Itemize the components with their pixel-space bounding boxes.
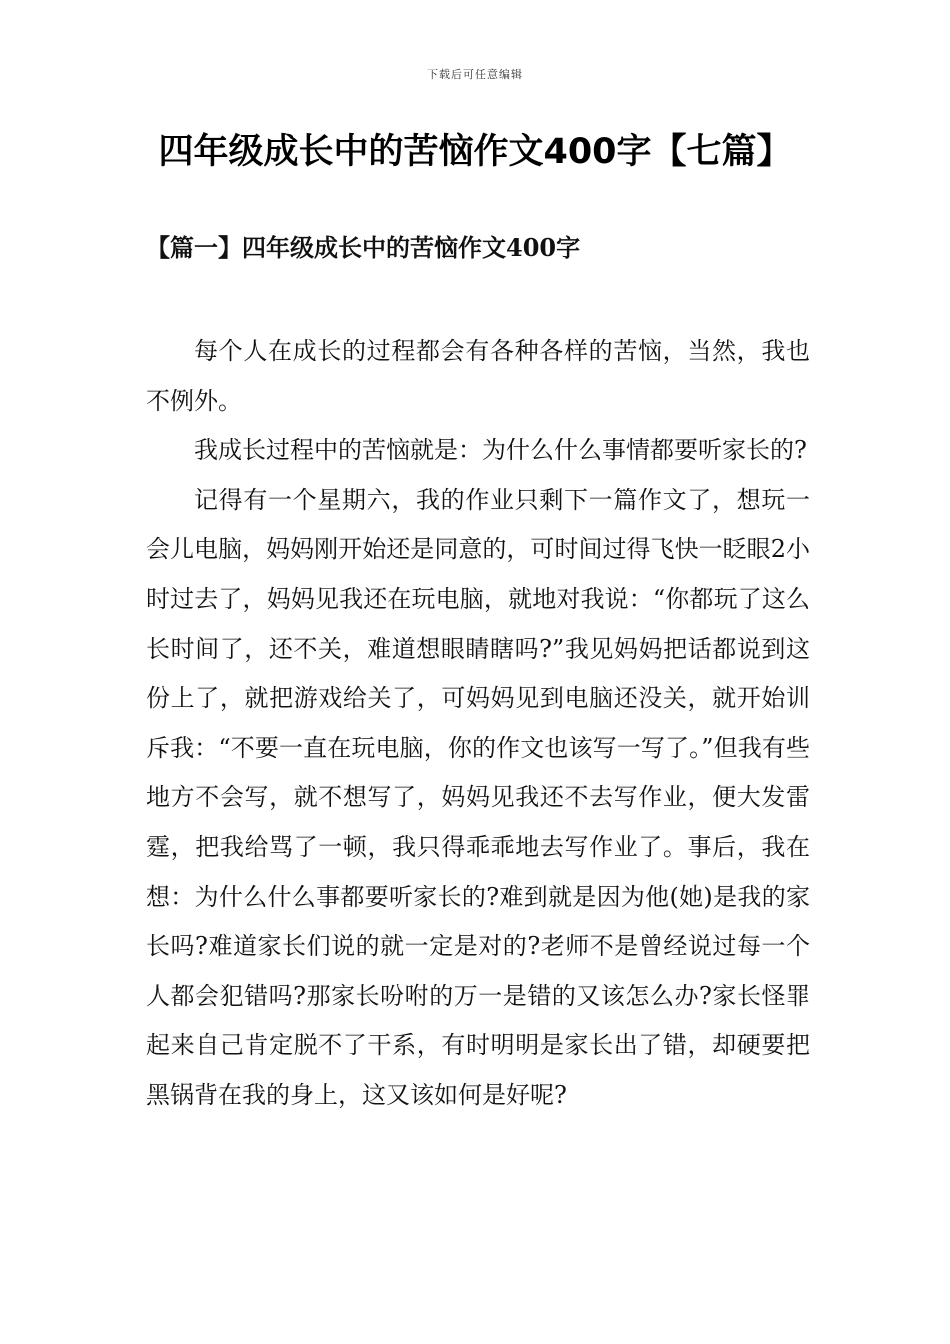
essay-body [146, 327, 810, 1121]
header-note: 下载后可任意编辑 [427, 68, 523, 81]
paragraph: 每个人在成长的过程都会有各种各样的苦恼，当然，我也不例外。 [146, 337, 810, 415]
section-heading: 【篇一】四年级成长中的苦恼作文400字 [146, 233, 581, 262]
document-title: 四年级成长中的苦恼作文400字【七篇】 [158, 132, 792, 172]
paragraph: 记得有一个星期六，我的作业只剩下一篇作文了，想玩一会儿电脑，妈妈刚开始还是同意的，可时间过得飞快一眨眼2小时过去了，妈妈见我还在玩电脑，就地对我说：“你都玩了这么长时间了，还不关，难道想眼睛瞎吗?”我见妈妈把话都说到这份上了，就把游戏给关了，可妈妈见到电脑还没关，就开始训斥我：“不要一直在玩电脑，你的作文也该写一写了。”但我有些地方不会写，就不想写了，妈妈见我还不去写作业，便大发雷霆，把我给骂了一顿，我只得乖乖地去写作业了。事后，我在想：为什么什么事都要听家长的?难到就是因为他(她)是我的家长吗?难道家长们说的就一定是对的?老师不是曾经说过每一个人都会犯错吗?那家长吩咐的万一是错的又该怎么办?家长怪罪起来自己肯定脱不了干系，有时明明是家长出了错，却硬要把黑锅背在我的身上，这又该如何是好呢? [146, 485, 810, 1109]
paragraph: 我成长过程中的苦恼就是：为什么什么事情都要听家长的? [194, 436, 807, 465]
